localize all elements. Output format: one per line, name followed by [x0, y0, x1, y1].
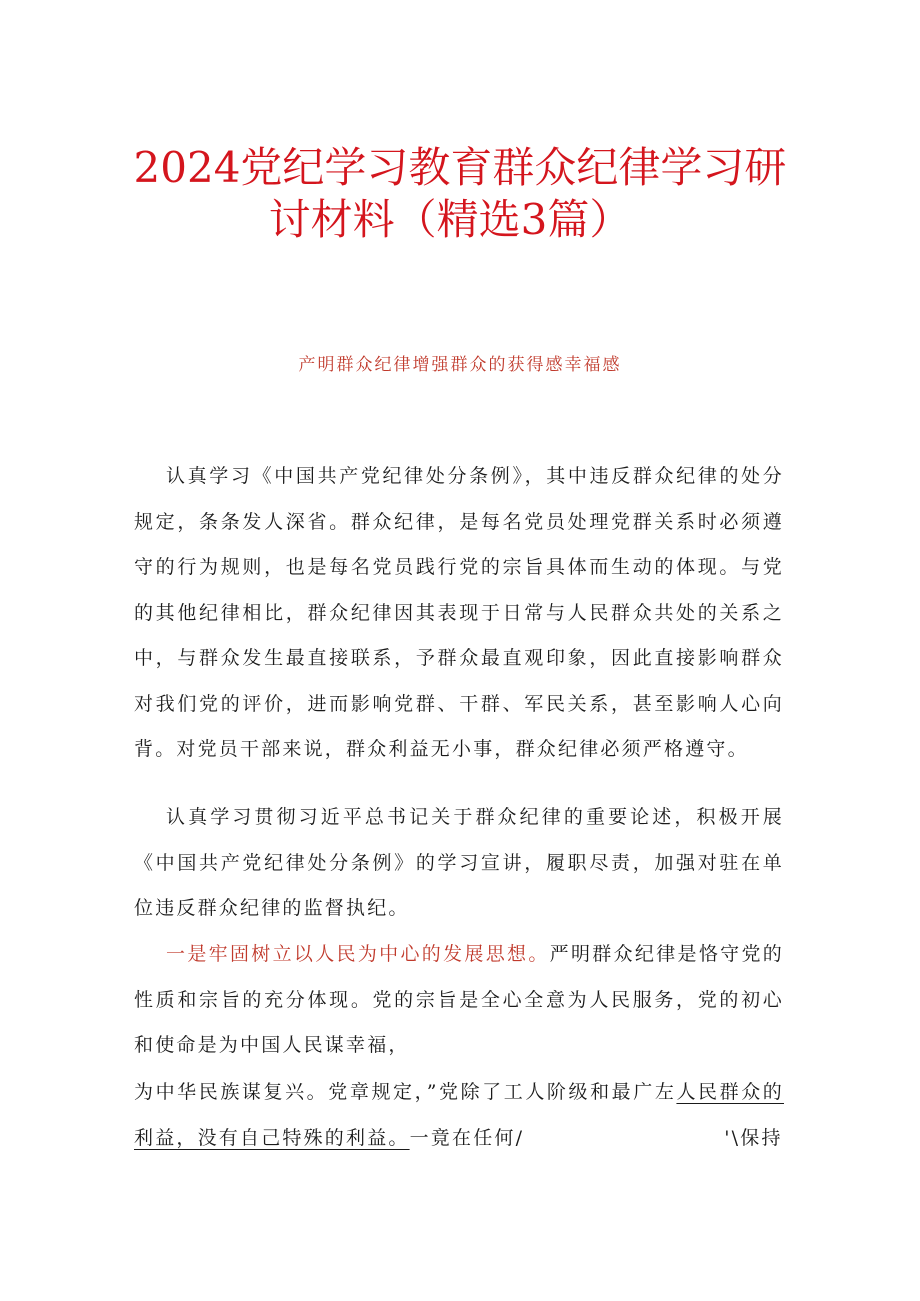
paragraph-4: [134, 1070, 784, 1161]
paragraph-4-start: 为中华民族谋复兴。党章规定，”党除了工人阶级和最广左: [134, 1081, 677, 1103]
paragraph-4-end: '\保持: [724, 1126, 783, 1149]
section-subtitle: 产明群众纪律增强群众的获得感幸福感: [298, 355, 622, 375]
document-title-line2: 讨材料（精选3篇）: [268, 195, 632, 244]
paragraph-4-mid: 一竟在任何/: [409, 1126, 525, 1149]
paragraph-3: [134, 932, 784, 1069]
paragraph-2: 认真学习贯彻习近平总书记关于群众纪律的重要论述，积极开展《中国共产党纪律处分条例》的学习宣讲，履职尽责，加强对驻在单位违反群众纪律的监督执纪。: [134, 806, 784, 919]
paragraph-4-underlined: 人民群众的利益，没有自己特殊的利益。: [134, 1081, 784, 1149]
paragraph-3-heading: 一是牢固树立以人民为中心的发展思想。: [166, 943, 550, 965]
paragraph-1: 认真学习《中国共产党纪律处分条例》，其中违反群众纪律的处分规定，条条发人深省。群众纪律，是每名党员处理党群关系时必须遵守的行为规则，也是每名党员践行党的宗旨具体而生动的体现。与党的其他纪律相比，群众纪律因其表现于日常与人民群众共处的关系之中，与群众发生最直接联系，予群众最直观印象，因此直接影响群众对我们党的评价，进而影响党群、干群、军民关系，甚至影响人心向背。对党员干部来说，群众利益无小事，群众纪律必须严格遵守。: [134, 465, 784, 760]
paragraph-3-body: 严明群众纪律是恪守党的性质和宗旨的充分体现。党的宗旨是全心全意为人民服务，党的初心和使命是为中国人民谋幸福，: [134, 943, 784, 1056]
document-title-line1: 2024党纪学习教育群众纪律学习研: [133, 143, 787, 192]
